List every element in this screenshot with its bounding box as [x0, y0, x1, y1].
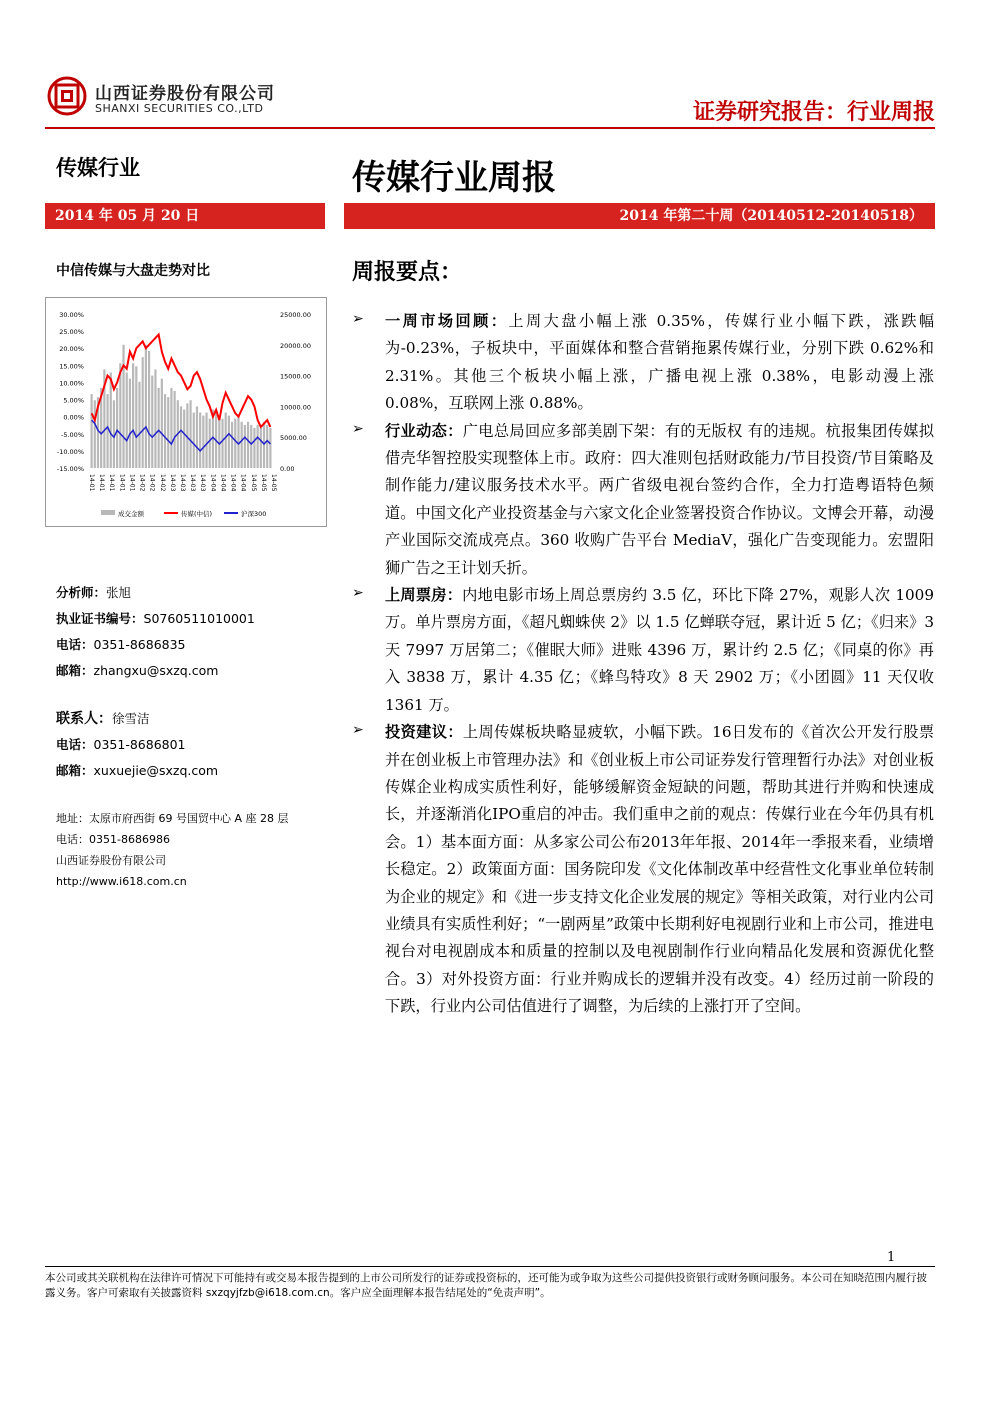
- bullet-industry-news: [352, 418, 934, 582]
- analyst-email[interactable]: zhangxu@sxzq.com: [93, 663, 219, 678]
- cert-number: S0760511010001: [143, 611, 255, 626]
- y-right-tick-label: 15000.00: [280, 372, 312, 381]
- volume-bar: [196, 406, 198, 468]
- y-right-tick-label: 10000.00: [280, 403, 312, 412]
- analyst-block: [56, 580, 255, 684]
- volume-bar: [202, 416, 204, 468]
- volume-bar: [257, 425, 259, 468]
- bullet-label: 一周市场回顾：: [385, 312, 509, 330]
- address-block: [56, 808, 289, 892]
- bullet-text: 广电总局回应多部美剧下架：有的无版权 有的违规。杭报集团传媒拟借壳华智控股实现整体上市。政府：四大准则包括财政能力/节目投资/节目策略及制作能力/建议服务技术水平。两广省级电视台签约合作，全力打造粤语特色频道。中国文化产业投资基金与六家文化企业签署投资合作协议。文博会开幕，动漫产业国际交流成亮点。360 收购广告平台 MediaV，强化广告变现能力。宏盟阳狮广告之王计划夭折。: [385, 421, 935, 577]
- bullet-text: 内地电影市场上周总票房约 3.5 亿，环比下降 27%，观影人次 1009 万。单片票房方面，《超凡蜘蛛侠 2》以 1.5 亿蝉联夺冠，累计近 5 亿；《归来》3 天 7997 万居第二；《催眠大师》进账 4396 万，累计约 2.5 亿；《同桌的你》再入 3838 万，累计 4.35 亿；《蜂鸟特攻》8 天 2902 万；《小团圆》11 天仅收 1361 万。: [385, 586, 935, 714]
- volume-bar: [126, 373, 128, 468]
- y-left-tick-label: 20.00%: [59, 345, 84, 354]
- footer-disclaimer: 本公司或其关联机构在法律许可情况下可能持有或交易本报告提到的上市公司所发行的证券或投资标的，还可能为或争取为这些公司提供投资银行或财务顾问服务。本公司在知晓范围内履行披露义务。客户可索取有关披露资料 sxzqyjfzb@i618.com.cn。客户应全面理解本报告结尾处的“免责声明”。: [45, 1272, 927, 1299]
- volume-bar: [260, 428, 262, 468]
- bullet-arrow-icon: ➢: [352, 585, 364, 602]
- bullet-investment-advice: [352, 719, 934, 1020]
- volume-bar: [122, 345, 124, 468]
- contact-phone-label: 电话：: [56, 737, 94, 752]
- bullet-label: 上周票房：: [385, 586, 463, 605]
- x-tick-label: 14-03: [189, 474, 197, 492]
- volume-bar: [138, 382, 140, 468]
- volume-bar: [237, 416, 239, 468]
- y-left-tick-label: 5.00%: [63, 396, 84, 405]
- x-tick-label: 14-05: [270, 474, 277, 492]
- company-url[interactable]: http://www.i618.com.cn: [56, 875, 187, 888]
- chart-frame: [45, 297, 327, 527]
- bullet-arrow-icon: ➢: [352, 420, 364, 437]
- volume-bar: [167, 397, 169, 468]
- week-bar: [344, 203, 935, 229]
- report-date: 2014 年 05 月 20 日: [55, 208, 200, 224]
- report-week: 2014 年第二十周（20140512-20140518）: [619, 208, 923, 224]
- page-number: 1: [887, 1250, 896, 1265]
- volume-bar: [145, 345, 147, 468]
- volume-bar: [142, 357, 144, 468]
- y-left-tick-label: 0.00%: [63, 413, 84, 422]
- volume-bar: [135, 366, 137, 468]
- footer-divider: [45, 1266, 935, 1267]
- volume-bar: [158, 388, 160, 468]
- volume-bar: [164, 394, 166, 468]
- bullet-box-office: [352, 582, 934, 719]
- contact-label: 联系人：: [56, 711, 112, 727]
- y-right-tick-label: 0.00: [280, 465, 295, 473]
- contact-email-label: 邮箱：: [56, 763, 94, 778]
- volume-bar: [151, 376, 153, 468]
- y-right-tick-label: 5000.00: [280, 434, 307, 443]
- summary-bullets: [352, 308, 934, 1021]
- y-left-tick-label: 10.00%: [59, 379, 84, 388]
- legend-label: 成交金额: [118, 510, 144, 518]
- y-right-tick-label: 20000.00: [280, 341, 312, 350]
- volume-bar: [247, 422, 249, 468]
- volume-bar: [253, 428, 255, 468]
- x-tick-label: 14-01: [98, 474, 106, 492]
- volume-bar: [183, 409, 185, 468]
- bullet-text: 上周传媒板块略显疲软，小幅下跌。16日发布的《首次公开发行股票并在创业板上市管理办法》和《创业板上市公司证券发行管理暂行办法》对创业板传媒企业构成实质性利好，能够缓解资金短缺的问题，帮助其进行并购和快速成长，并逐渐消化IPO重启的冲击。我们重申之前的观点：传媒行业在今年仍具有机会。1）基本面方面：从多家公司公布2013年年报、2014年一季报来看，业绩增长稳定。2）政策面方面：国务院印发《文化体制改革中经营性文化事业单位转制为企业的规定》和《进一步支持文化企业发展的规定》等相关政策，对行业内公司业绩具有实质性利好；“一剧两星”政策中长期利好电视剧行业和上市公司，推进电视台对电视剧成本和质量的控制以及电视剧制作行业向精品化发展和资源优化整合。3）对外投资方面：行业并购成长的逻辑并没有改变。4）经历过前一阶段的下跌，行业内公司估值进行了调整，为后续的上涨打开了空间。: [385, 723, 935, 1016]
- y-left-tick-label: -10.00%: [56, 447, 84, 456]
- bullet-arrow-icon: ➢: [352, 722, 364, 739]
- x-tick-label: 14-03: [199, 474, 207, 492]
- bullet-label: 投资建议：: [385, 723, 463, 742]
- y-left-tick-label: -5.00%: [61, 430, 84, 439]
- x-tick-label: 14-01: [108, 474, 116, 492]
- analyst-label: 分析师：: [56, 585, 107, 600]
- x-tick-label: 14-04: [229, 474, 237, 492]
- volume-bar: [241, 422, 243, 468]
- report-title: 传媒行业周报: [352, 158, 556, 198]
- x-tick-label: 14-01: [128, 474, 136, 492]
- date-bar: [45, 203, 325, 229]
- volume-bar: [209, 419, 211, 468]
- bullet-label: 行业动态：: [385, 421, 463, 440]
- volume-bar: [221, 419, 223, 468]
- volume-bar: [228, 416, 230, 468]
- analyst-phone-label: 电话：: [56, 637, 94, 652]
- report-type: 证券研究报告：行业周报: [692, 100, 935, 125]
- y-left-tick-label: 25.00%: [59, 328, 84, 337]
- bullet-text: 上周大盘小幅上涨 0.35%，传媒行业小幅下跌，涨跌幅为-0.23%，子板块中，平面媒体和整合营销拖累传媒行业，分别下跌 0.62%和 2.31%。其他三个板块小幅上涨，广播电视上涨 0.38%，电影动漫上涨 0.08%，互联网上涨 0.88%。: [385, 312, 935, 413]
- address-phone: 电话：0351-8686986: [56, 833, 170, 846]
- volume-bar: [132, 363, 134, 468]
- x-tick-label: 14-03: [168, 474, 176, 492]
- y-left-tick-label: -15.00%: [56, 465, 84, 473]
- x-tick-label: 14-02: [158, 474, 166, 492]
- x-tick-label: 14-02: [148, 474, 156, 492]
- volume-bar: [180, 406, 182, 468]
- volume-bar: [148, 351, 150, 468]
- volume-bar: [154, 369, 156, 468]
- legend-label: 沪深300: [241, 510, 267, 518]
- contact-name: 徐雪洁: [112, 711, 150, 726]
- volume-bar: [266, 425, 268, 468]
- volume-bar: [129, 379, 131, 468]
- company-name-en: SHANXI SECURITIES CO.,LTD: [95, 102, 264, 115]
- x-tick-label: 14-05: [259, 474, 267, 492]
- cert-label: 执业证书编号：: [56, 611, 144, 626]
- trend-chart: [46, 298, 326, 526]
- volume-bar: [106, 394, 108, 468]
- volume-bar: [193, 413, 195, 468]
- volume-bar: [91, 394, 93, 468]
- address-company: 山西证券股份有限公司: [56, 854, 166, 867]
- company-logo-icon: [47, 76, 87, 116]
- volume-bar: [174, 391, 176, 468]
- y-right-tick-label: 25000.00: [280, 311, 312, 319]
- x-tick-label: 14-04: [209, 474, 217, 492]
- volume-bar: [234, 419, 236, 468]
- volume-bar: [110, 373, 112, 468]
- volume-bar: [189, 400, 191, 468]
- volume-bar: [250, 425, 252, 468]
- x-tick-label: 14-01: [118, 474, 126, 492]
- header-divider: [45, 127, 935, 129]
- volume-bar: [218, 416, 220, 468]
- volume-bar: [244, 425, 246, 468]
- address-line: 地址：太原市府西街 69 号国贸中心 A 座 28 层: [56, 812, 289, 825]
- x-tick-label: 14-02: [138, 474, 146, 492]
- company-name-cn: 山西证券股份有限公司: [95, 84, 275, 104]
- volume-bar: [161, 379, 163, 468]
- volume-bar: [199, 413, 201, 468]
- analyst-phone: 0351-8686835: [93, 637, 186, 652]
- industry-label: 传媒行业: [56, 156, 140, 180]
- analyst-name: 张旭: [106, 585, 132, 600]
- chart-title: 中信传媒与大盘走势对比: [56, 263, 210, 279]
- contact-block: [56, 706, 218, 784]
- x-tick-label: 14-04: [239, 474, 247, 492]
- bullet-arrow-icon: ➢: [352, 311, 364, 327]
- legend-label: 传媒(中信): [181, 510, 213, 518]
- volume-bar: [94, 400, 96, 468]
- y-left-tick-label: 30.00%: [59, 311, 84, 319]
- x-tick-label: 14-04: [219, 474, 227, 492]
- volume-bar: [119, 363, 121, 468]
- x-tick-label: 14-01: [88, 474, 95, 492]
- volume-bar: [269, 428, 271, 468]
- legend-swatch: [101, 510, 115, 515]
- volume-bar: [116, 388, 118, 468]
- volume-bar: [231, 422, 233, 468]
- x-tick-label: 14-05: [249, 474, 257, 492]
- analyst-email-label: 邮箱：: [56, 663, 94, 678]
- contact-phone: 0351-8686801: [93, 737, 186, 752]
- summary-heading: 周报要点：: [352, 260, 463, 285]
- y-left-tick-label: 15.00%: [59, 362, 84, 371]
- volume-bar: [205, 413, 207, 468]
- contact-email[interactable]: xuxuejie@sxzq.com: [93, 763, 219, 778]
- volume-bar: [225, 413, 227, 468]
- x-tick-label: 14-03: [179, 474, 186, 492]
- bullet-market-review: [352, 308, 934, 418]
- volume-bar: [170, 388, 172, 468]
